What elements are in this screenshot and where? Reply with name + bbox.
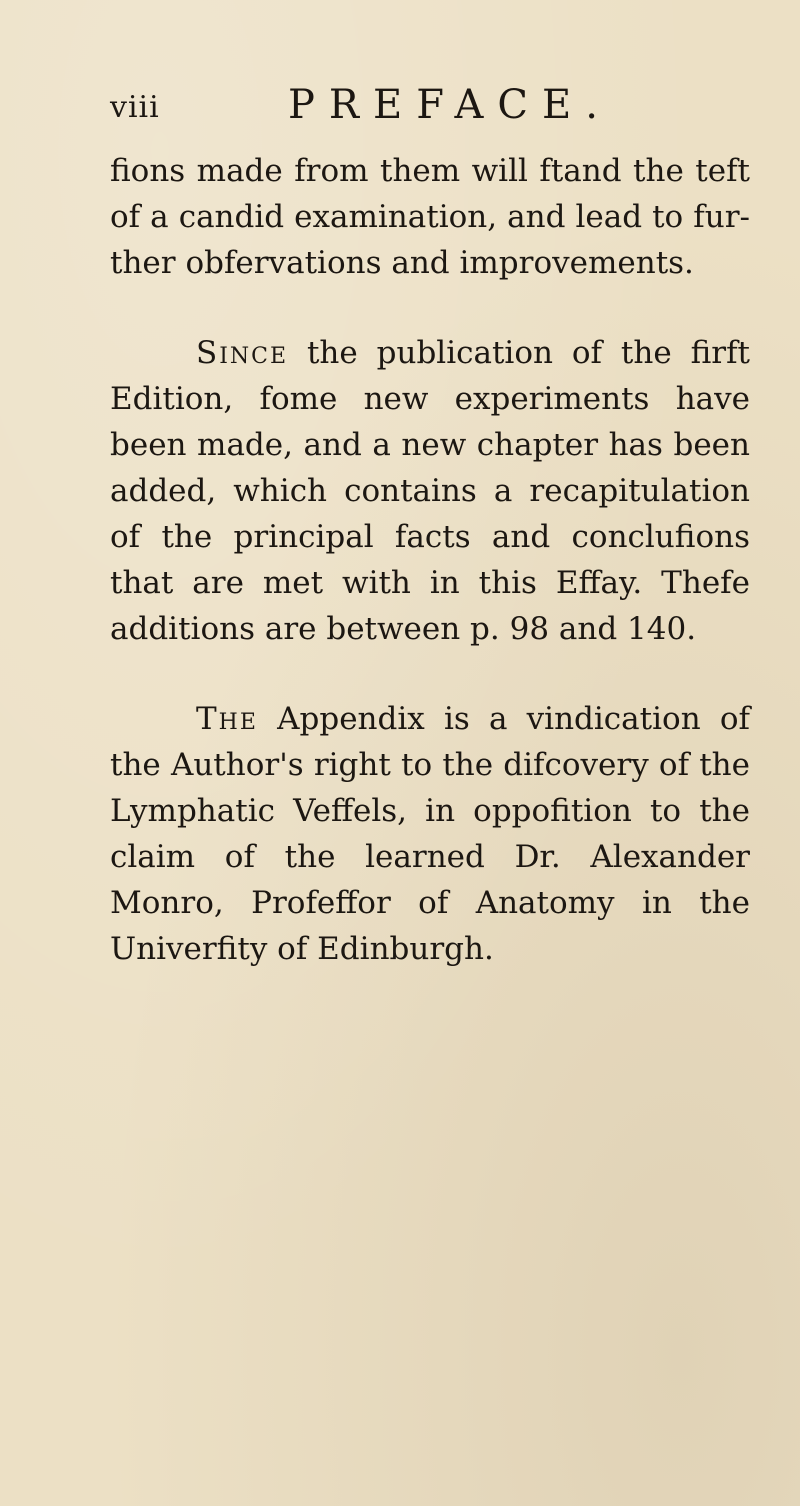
paragraph-continuation	[110, 148, 750, 286]
paragraph-appendix	[110, 696, 750, 972]
page-header	[110, 82, 750, 130]
paragraph-since	[110, 330, 750, 652]
paragraph-text: fions made from them will ftand the teft of a candid examination, and lead to fur- ther obfervations and improvements.	[110, 153, 750, 281]
running-head: PREFACE.	[288, 82, 612, 128]
page-number: viii	[110, 90, 160, 125]
paragraph-text: the publication of the firft Edition, fome new experiments have been made, and a new chapter has been added, which contains a recapitulation of the principal facts and conclufions that are met with in this Effay. Thefe additions are between p. 98 and 140.	[110, 335, 750, 647]
body-text	[110, 148, 750, 972]
paragraph-text: Appendix is a vindication of the Author's right to the difcovery of the Lymphatic Veffels, in oppofition to the claim of the learned Dr. Alexander Monro, Profeffor of Anatomy in the Univerfity of Edinburgh.	[110, 701, 750, 967]
paragraph-lead: Since	[196, 335, 289, 371]
paragraph-lead: The	[196, 701, 258, 737]
